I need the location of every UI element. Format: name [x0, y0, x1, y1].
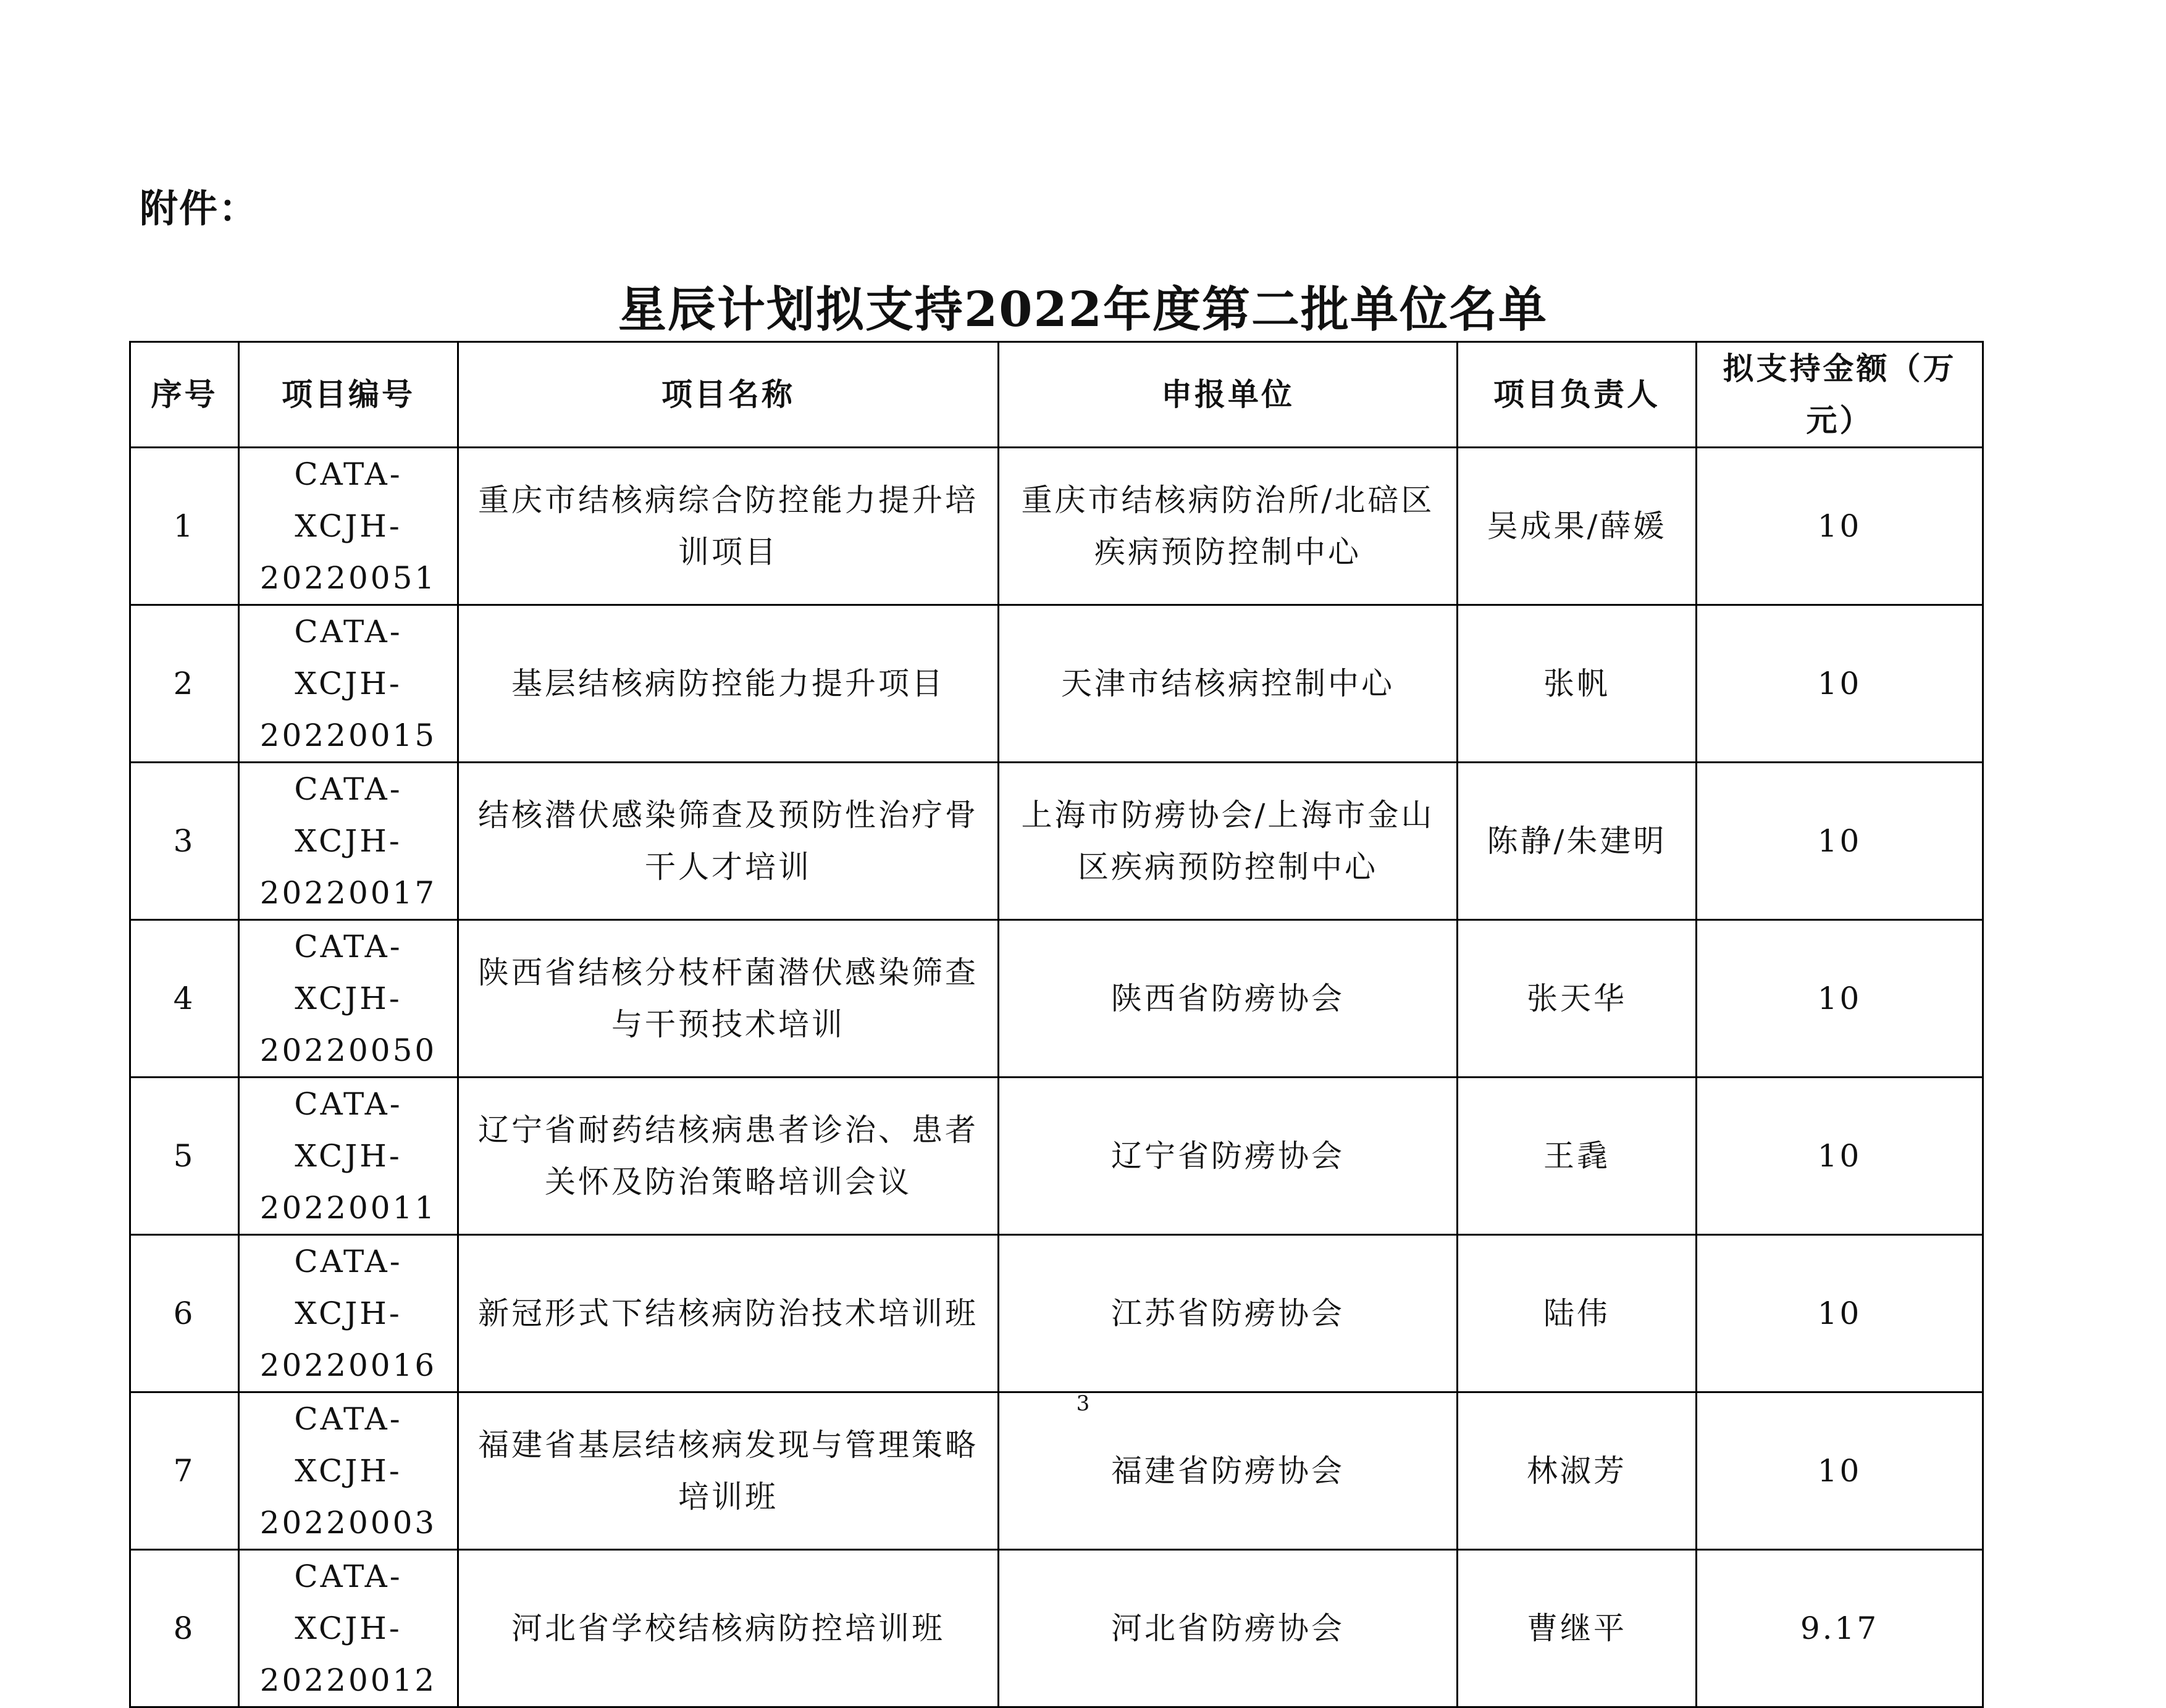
row-index: 3 — [130, 763, 239, 920]
row-index: 2 — [130, 605, 239, 763]
row-project-code: CATA-XCJH-20220016 — [239, 1235, 458, 1392]
row-project-name: 陕西省结核分枝杆菌潜伏感染筛查与干预技术培训 — [458, 920, 999, 1078]
row-project-lead: 王毳 — [1458, 1078, 1697, 1235]
row-project-lead: 张天华 — [1458, 920, 1697, 1078]
row-project-code: CATA-XCJH-20220003 — [239, 1392, 458, 1550]
row-project-lead: 曹继平 — [1458, 1550, 1697, 1707]
row-project-code: CATA-XCJH-20220017 — [239, 763, 458, 920]
attachment-label: 附件： — [140, 186, 259, 231]
row-project-lead: 张帆 — [1458, 605, 1697, 763]
row-project-lead: 陆伟 — [1458, 1235, 1697, 1392]
row-amount: 10 — [1697, 1235, 1983, 1392]
row-applicant-unit: 陕西省防痨协会 — [999, 920, 1458, 1078]
row-amount: 10 — [1697, 920, 1983, 1078]
row-index: 5 — [130, 1078, 239, 1235]
table-row — [130, 448, 1983, 605]
row-project-code: CATA-XCJH-20220050 — [239, 920, 458, 1078]
header-index: 序号 — [130, 342, 239, 448]
header-amount: 拟支持金额（万元） — [1697, 342, 1983, 448]
row-project-name: 基层结核病防控能力提升项目 — [458, 605, 999, 763]
table-header-row — [130, 342, 1983, 448]
row-amount: 10 — [1697, 448, 1983, 605]
document-title: 星辰计划拟支持2022年度第二批单位名单 — [618, 282, 1548, 338]
row-index: 6 — [130, 1235, 239, 1392]
row-project-name: 河北省学校结核病防控培训班 — [458, 1550, 999, 1707]
header-project-code: 项目编号 — [239, 342, 458, 448]
row-applicant-unit: 江苏省防痨协会 — [999, 1235, 1458, 1392]
row-amount: 10 — [1697, 763, 1983, 920]
row-project-name: 辽宁省耐药结核病患者诊治、患者关怀及防治策略培训会议 — [458, 1078, 999, 1235]
table-row — [130, 1235, 1983, 1392]
row-applicant-unit: 福建省防痨协会 — [999, 1392, 1458, 1550]
funding-list-table — [129, 341, 1984, 1708]
row-amount: 9.17 — [1697, 1550, 1983, 1707]
row-applicant-unit: 上海市防痨协会/上海市金山区疾病预防控制中心 — [999, 763, 1458, 920]
row-project-name: 新冠形式下结核病防治技术培训班 — [458, 1235, 999, 1392]
row-project-name: 重庆市结核病综合防控能力提升培训项目 — [458, 448, 999, 605]
header-project-lead: 项目负责人 — [1458, 342, 1697, 448]
row-applicant-unit: 天津市结核病控制中心 — [999, 605, 1458, 763]
row-project-lead: 吴成果/薛媛 — [1458, 448, 1697, 605]
row-amount: 10 — [1697, 1078, 1983, 1235]
row-project-name: 福建省基层结核病发现与管理策略培训班 — [458, 1392, 999, 1550]
row-project-code: CATA-XCJH-20220011 — [239, 1078, 458, 1235]
row-project-lead: 林淑芳 — [1458, 1392, 1697, 1550]
row-index: 7 — [130, 1392, 239, 1550]
row-applicant-unit: 河北省防痨协会 — [999, 1550, 1458, 1707]
row-project-code: CATA-XCJH-20220012 — [239, 1550, 458, 1707]
table-row — [130, 1078, 1983, 1235]
row-project-lead: 陈静/朱建明 — [1458, 763, 1697, 920]
row-index: 8 — [130, 1550, 239, 1707]
row-index: 1 — [130, 448, 239, 605]
row-project-code: CATA-XCJH-20220051 — [239, 448, 458, 605]
row-project-name: 结核潜伏感染筛查及预防性治疗骨干人才培训 — [458, 763, 999, 920]
row-applicant-unit: 辽宁省防痨协会 — [999, 1078, 1458, 1235]
table-row — [130, 1550, 1983, 1707]
row-index: 4 — [130, 920, 239, 1078]
table-row — [130, 920, 1983, 1078]
table-row — [130, 763, 1983, 920]
row-amount: 10 — [1697, 605, 1983, 763]
header-project-name: 项目名称 — [458, 342, 999, 448]
table-row — [130, 605, 1983, 763]
header-applicant-unit: 申报单位 — [999, 342, 1458, 448]
row-applicant-unit: 重庆市结核病防治所/北碚区疾病预防控制中心 — [999, 448, 1458, 605]
row-amount: 10 — [1697, 1392, 1983, 1550]
row-project-code: CATA-XCJH-20220015 — [239, 605, 458, 763]
page-number: 3 — [1076, 1391, 1090, 1416]
